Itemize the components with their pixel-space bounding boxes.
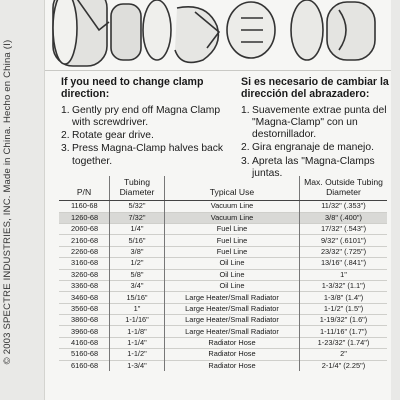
cell-typical-use: Fuel Line — [165, 246, 300, 257]
header-typical-use: Typical Use — [165, 176, 300, 201]
cell-tubing-diameter: 3/4" — [110, 280, 165, 291]
table-row — [59, 246, 387, 257]
instruction-step: 2. Gira engranaje de manejo. — [241, 142, 374, 154]
cell-typical-use: Oil Line — [165, 258, 300, 269]
instruction-step: 3. Press Magna-Clamp halves back together. — [61, 143, 224, 167]
cell-max-diameter: 13/16" (.841") — [300, 258, 388, 269]
cell-tubing-diameter: 1-3/4" — [110, 360, 165, 371]
cell-tubing-diameter: 1-1/2" — [110, 349, 165, 360]
cell-max-diameter: 1" — [300, 269, 388, 280]
cell-max-diameter: 1-1/2" (1.5") — [300, 303, 388, 314]
cell-typical-use: Radiator Hose — [165, 337, 300, 348]
cell-tubing-diameter: 1-1/16" — [110, 315, 165, 326]
cell-typical-use: Vacuum Line — [165, 212, 300, 223]
table-row — [59, 269, 387, 280]
copyright-notice: © 2003 SPECTRE INDUSTRIES, INC. Made in China. Hecho en China (I) — [2, 39, 13, 365]
cell-typical-use: Radiator Hose — [165, 349, 300, 360]
table-row — [59, 349, 387, 360]
cell-pn: 2060-68 — [59, 223, 110, 234]
cell-pn: 2160-68 — [59, 235, 110, 246]
cell-pn: 3160-68 — [59, 258, 110, 269]
cell-pn: 3260-68 — [59, 269, 110, 280]
cell-typical-use: Oil Line — [165, 269, 300, 280]
cell-pn: 1160-68 — [59, 201, 110, 212]
instructions-english — [61, 76, 231, 169]
cell-max-diameter: 9/32" (.6101") — [300, 235, 388, 246]
cell-pn: 2260-68 — [59, 246, 110, 257]
cell-max-diameter: 11/32" (.353") — [300, 201, 388, 212]
header-max-outside-diameter: Max. Outside Tubing Diameter — [300, 176, 388, 201]
cell-max-diameter: 1-3/32" (1.1") — [300, 280, 388, 291]
instruction-step: 3. Apreta las "Magna-Clamps juntas. — [241, 155, 375, 179]
table-row — [59, 212, 387, 223]
cell-max-diameter: 1-19/32" (1.6") — [300, 315, 388, 326]
table-row — [59, 292, 387, 303]
cell-pn: 3460-68 — [59, 292, 110, 303]
header-tubing-diameter: Tubing Diameter — [110, 176, 165, 201]
instructions-heading-es: Si es necesario de cambiar la dirección del abrazadero: — [241, 76, 389, 101]
table-row — [59, 235, 387, 246]
cell-tubing-diameter: 3/8" — [110, 246, 165, 257]
table-row — [59, 360, 387, 371]
table-row — [59, 303, 387, 314]
cell-max-diameter: 2" — [300, 349, 388, 360]
cell-typical-use: Large Heater/Small Radiator — [165, 303, 300, 314]
cell-pn: 5160-68 — [59, 349, 110, 360]
cell-max-diameter: 1-11/16" (1.7") — [300, 326, 388, 337]
header-pn: P/N — [59, 176, 110, 201]
table-row — [59, 315, 387, 326]
cell-pn: 6160-68 — [59, 360, 110, 371]
cell-pn: 3360-68 — [59, 280, 110, 291]
clamp-illustration — [45, 0, 391, 71]
cell-tubing-diameter: 1-1/8" — [110, 326, 165, 337]
table-row — [59, 337, 387, 348]
cell-typical-use: Oil Line — [165, 280, 300, 291]
cell-typical-use: Vacuum Line — [165, 201, 300, 212]
table-header-row — [59, 176, 387, 201]
cell-tubing-diameter: 5/32" — [110, 201, 165, 212]
cell-typical-use: Large Heater/Small Radiator — [165, 326, 300, 337]
cell-tubing-diameter: 15/16" — [110, 292, 165, 303]
cell-max-diameter: 17/32" (.543") — [300, 223, 388, 234]
cell-tubing-diameter: 7/32" — [110, 212, 165, 223]
cell-typical-use: Radiator Hose — [165, 360, 300, 371]
cell-tubing-diameter: 1" — [110, 303, 165, 314]
cell-max-diameter: 2-1/4" (2.25") — [300, 360, 388, 371]
table-row — [59, 201, 387, 212]
cell-typical-use: Fuel Line — [165, 223, 300, 234]
cell-max-diameter: 1-23/32" (1.74") — [300, 337, 388, 348]
cell-typical-use: Large Heater/Small Radiator — [165, 292, 300, 303]
cell-tubing-diameter: 1/4" — [110, 223, 165, 234]
instruction-step: 2. Rotate gear drive. — [61, 130, 154, 142]
table-row — [59, 223, 387, 234]
cell-typical-use: Large Heater/Small Radiator — [165, 315, 300, 326]
cell-pn: 1260-68 — [59, 212, 110, 223]
cell-pn: 3960-68 — [59, 326, 110, 337]
instructions-spanish — [241, 76, 389, 181]
table-row — [59, 326, 387, 337]
cell-pn: 4160-68 — [59, 337, 110, 348]
cell-tubing-diameter: 5/8" — [110, 269, 165, 280]
package-card — [44, 0, 391, 400]
instructions-heading-en: If you need to change clamp direction: — [61, 76, 204, 101]
cell-pn: 3560-68 — [59, 303, 110, 314]
table-row — [59, 280, 387, 291]
cell-tubing-diameter: 5/16" — [110, 235, 165, 246]
table-row — [59, 258, 387, 269]
cell-max-diameter: 1-3/8" (1.4") — [300, 292, 388, 303]
cell-typical-use: Fuel Line — [165, 235, 300, 246]
instruction-step: 1. Suavemente extrae punta del "Magna-Clamp" con un destornillador. — [241, 104, 387, 141]
cell-pn: 3860-68 — [59, 315, 110, 326]
cell-max-diameter: 3/8" (.400") — [300, 212, 388, 223]
instruction-step: 1. Gently pry end off Magna Clamp with screwdriver. — [61, 104, 221, 129]
cell-max-diameter: 23/32" (.725") — [300, 246, 388, 257]
cell-tubing-diameter: 1/2" — [110, 258, 165, 269]
size-table — [59, 176, 387, 400]
cell-tubing-diameter: 1-1/4" — [110, 337, 165, 348]
